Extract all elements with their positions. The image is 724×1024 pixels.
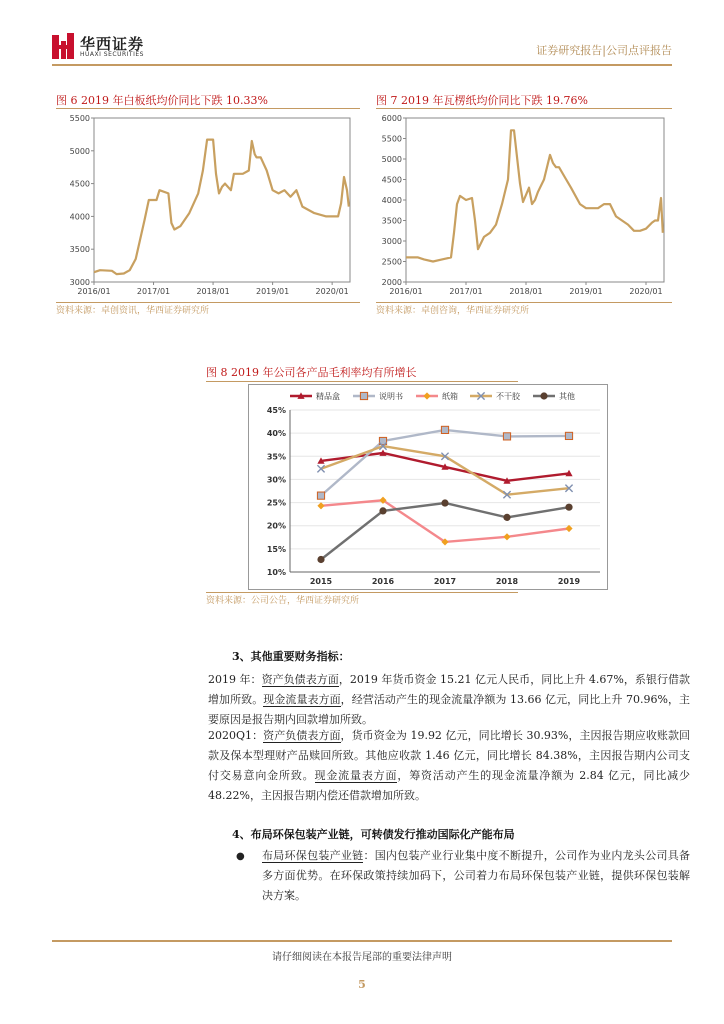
page-number: 5 (358, 978, 366, 991)
figure6-title-rule (56, 108, 360, 109)
figure8-data-point (503, 433, 510, 440)
figure8-data-point (565, 504, 572, 511)
figure8-data-point (317, 492, 324, 499)
figure7-ytick-label: 2000 (381, 278, 402, 287)
figure7-xtick-label: 2017/01 (449, 287, 483, 296)
figure8-legend-label: 精品盒 (316, 392, 340, 401)
figure7-chart (376, 110, 672, 300)
figure7-ytick-label: 5000 (381, 155, 402, 164)
figure8-chart-border (249, 385, 608, 590)
figure8-data-point (379, 507, 386, 514)
figure8-ytick-label: 20% (266, 521, 286, 531)
figure6-xtick-label: 2020/01 (315, 287, 349, 296)
figure8-data-point (565, 432, 572, 439)
report-type-label: 证券研究报告|公司点评报告 (536, 44, 672, 57)
huaxi-logo-icon (52, 33, 74, 59)
figure8-data-point (441, 426, 448, 433)
section3-paragraph-2020q1: 2020Q1：资产负债表方面，货币资金为 19.92 亿元，同比增长 30.93%，主因报告期应收账款回款及保本型理财产品赎回所致。其他应收款 1.46 亿元，同比增长 84.38%，主因报告期内公司支付交易意向金所致。现金流量表方面，筹资活动产生的现金流量净额为 2.84 亿元，同比减少 48.22%，主因报告期内偿还借款增加所致。 (208, 729, 691, 802)
figure8-title: 图 8 2019 年公司各产品毛利率均有所增长 (206, 366, 417, 379)
figure8-legend-marker (540, 392, 547, 399)
figure8-xtick-label: 2017 (433, 577, 457, 586)
figure6-ytick-label: 3500 (69, 245, 90, 255)
figure8-legend-label: 其他 (559, 392, 575, 401)
balance-sheet-term: 资产负债表方面 (261, 673, 339, 686)
bullet-icon: ● (236, 851, 245, 862)
figure8-ytick-label: 15% (266, 544, 286, 554)
figure7-ytick-label: 5500 (381, 134, 402, 144)
section3-title: 3、其他重要财务指标： (232, 650, 350, 663)
figure8-ytick-label: 40% (266, 429, 286, 439)
figure6-chart (56, 110, 360, 300)
figure6-ytick-label: 3000 (69, 278, 90, 287)
figure6-xtick-label: 2017/01 (136, 287, 171, 296)
section4-title: 4、布局环保包装产业链，可转债发行推动国际化产能布局 (232, 828, 515, 841)
figure6-ytick-label: 5500 (69, 114, 90, 123)
figure8-legend-label: 不干胶 (496, 392, 520, 401)
figure6-plot-frame (94, 118, 350, 282)
header-divider (52, 64, 672, 66)
figure7-ytick-label: 6000 (381, 114, 402, 123)
figure7-ytick-label: 2500 (381, 257, 402, 267)
figure8-xtick-label: 2019 (557, 577, 581, 586)
figure7-ytick-label: 4500 (381, 175, 402, 185)
figure8-xtick-label: 2016 (371, 577, 395, 586)
figure6-xtick-label: 2016/01 (77, 287, 111, 296)
figure8-data-point (503, 514, 510, 521)
figure7-xtick-label: 2020/01 (629, 287, 663, 296)
figure8-legend-marker (360, 392, 367, 399)
logo-chinese-name: 华西证券 (80, 35, 145, 53)
figure6-ytick-label: 5000 (69, 146, 90, 156)
figure8-data-point (317, 556, 324, 563)
figure8-title-rule (206, 381, 518, 382)
figure8-legend-label: 纸箱 (442, 392, 458, 401)
figure6-ytick-label: 4000 (69, 212, 90, 222)
figure7-ytick-label: 3000 (381, 237, 402, 246)
figure8-xtick-label: 2015 (309, 577, 333, 586)
balance-sheet-term: 资产负债表方面 (263, 729, 341, 742)
figure8-ytick-label: 25% (266, 498, 286, 508)
figure8-xtick-label: 2018 (495, 577, 519, 586)
figure7-ytick-label: 3500 (381, 216, 402, 226)
figure6-title: 图 6 2019 年白板纸均价同比下跌 10.33% (56, 94, 268, 107)
figure7-title-rule (376, 108, 672, 109)
figure8-legend-label: 说明书 (379, 392, 403, 401)
cash-flow-term: 现金流量表方面 (314, 769, 398, 782)
figure7-ytick-label: 4000 (381, 196, 402, 205)
figure7-xtick-label: 2016/01 (389, 287, 423, 296)
figure7-title: 图 7 2019 年瓦楞纸均价同比下跌 19.76% (376, 94, 588, 107)
figure8-data-point (441, 499, 448, 506)
figure6-xtick-label: 2018/01 (196, 287, 230, 296)
figure8-ytick-label: 45% (266, 406, 286, 415)
figure8-legend-item (470, 391, 521, 401)
figure7-xtick-label: 2019/01 (569, 287, 603, 296)
figure8-chart (248, 384, 608, 590)
cash-flow-term: 现金流量表方面 (263, 693, 341, 706)
eco-packaging-term: 布局环保包装产业链 (262, 849, 364, 862)
figure8-source: 资料来源：公司公告，华西证券研究所 (206, 596, 360, 606)
figure7-xtick-label: 2018/01 (509, 287, 543, 296)
figure6-ytick-label: 4500 (69, 179, 90, 189)
figure6-xtick-label: 2019/01 (255, 287, 290, 296)
figure6-source: 资料来源：卓创资讯，华西证券研究所 (56, 306, 210, 316)
figure8-ytick-label: 30% (266, 475, 286, 485)
logo-english-name: HUAXI SECURITIES (80, 51, 144, 58)
figure8-ytick-label: 10% (266, 568, 286, 577)
figure7-source: 资料来源：卓创咨询，华西证券研究所 (376, 306, 530, 316)
figure8-ytick-label: 35% (266, 452, 286, 462)
section4-bullet-paragraph: 布局环保包装产业链：国内包装产业行业集中度不断提升，公司作为业内龙头公司具备多方面优势。在环保政策持续加码下，公司着力布局环保包装产业链，提供环保包装解决方案。 (262, 849, 691, 902)
section3-paragraph-2019: 2019 年：资产负债表方面，2019 年货币资金 15.21 亿元人民币，同比上升 4.67%，系银行借款增加所致。现金流量表方面，经营活动产生的现金流量净额为 13.66 亿元，同比上升 70.96%，主要原因是报告期内回款增加所致。 (208, 673, 691, 726)
legal-notice: 请仔细阅读在本报告尾部的重要法律声明 (272, 952, 452, 963)
footer-divider (52, 940, 672, 942)
